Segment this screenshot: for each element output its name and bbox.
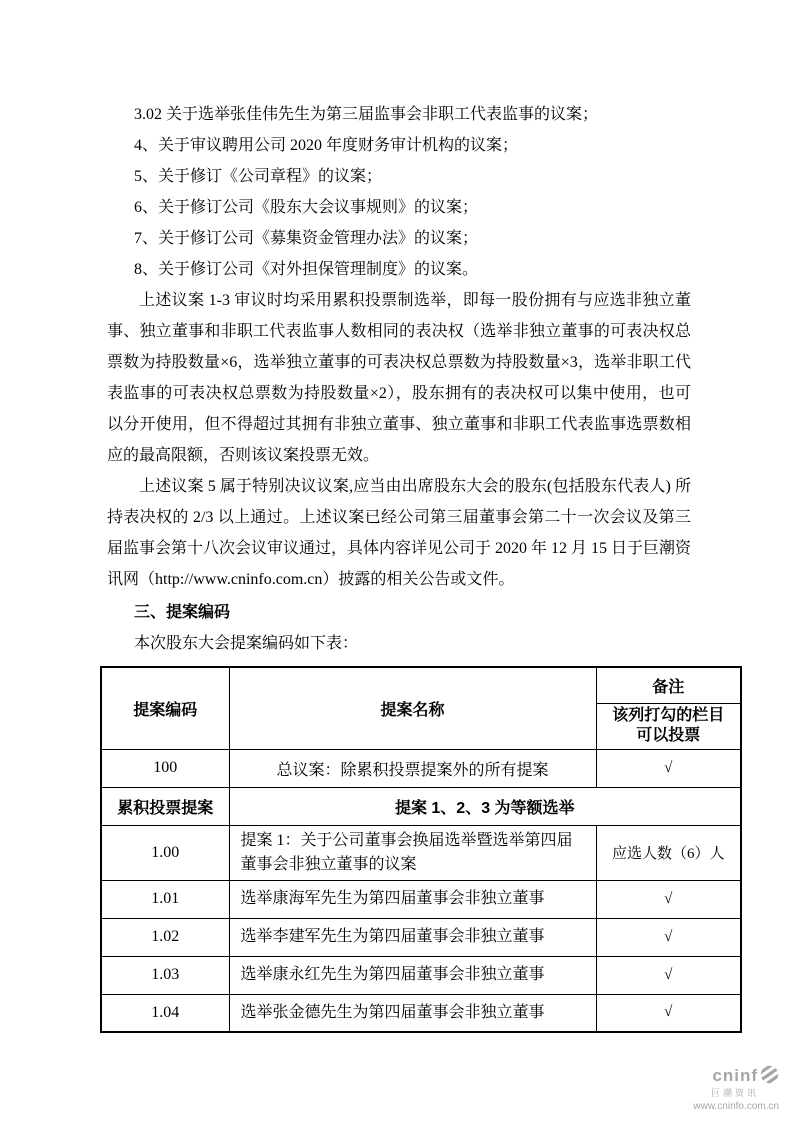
remark-cell: √	[596, 994, 741, 1032]
list-item-5: 5、关于修订《公司章程》的议案；	[134, 168, 383, 185]
proposal-name-cell: 选举康永红先生为第四届董事会非独立董事	[229, 956, 596, 994]
table-row	[101, 994, 741, 1032]
proposal-code-cell: 100	[101, 749, 229, 787]
cninfo-logo-url: www.cninfo.com.cn	[693, 1101, 779, 1112]
paragraph-cumulative-voting: 上述议案 1-3 审议时均采用累积投票制选举，即每一股份拥有与应选非独立董事、独立董事和非职工代表监事人数相同的表决权（选举非独立董事的可表决权总票数为持股数量×6，选举独立董事的可表决权总票数为持股数量×3，选举非职工代表监事的可表决权总票数为持股数量×2），股东拥有的表决权可以集中使用，也可以分开使用，但不得超过其拥有非独立董事、独立董事和非职工代表监事选票数相应的最高限额，否则该议案投票无效。	[107, 292, 691, 464]
list-item-7: 7、关于修订公司《募集资金管理办法》的议案；	[134, 230, 479, 247]
header-remark: 备注	[596, 667, 741, 703]
list-item-6: 6、关于修订公司《股东大会议事规则》的议案；	[134, 199, 479, 216]
remark-cell: 应选人数（6）人	[596, 825, 741, 880]
header-remark-note	[596, 703, 741, 749]
list-item-3-02: 3.02 关于选举张佳伟先生为第三届监事会非职工代表监事的议案；	[134, 106, 599, 123]
table-row	[101, 880, 741, 918]
proposal-code-cell: 1.04	[101, 994, 229, 1032]
cninfo-swirl-icon	[760, 1065, 779, 1089]
header-remark-note-text: 该列打勾的栏目可以投票	[612, 707, 725, 744]
cninfo-footer-logo	[693, 1065, 779, 1112]
table-row-cumulative-header	[101, 787, 741, 825]
proposal-name-cell: 总议案：除累积投票提案外的所有提案	[229, 749, 596, 787]
proposal-code-cell: 1.03	[101, 956, 229, 994]
cninfo-logo-text: cninf	[712, 1065, 758, 1085]
proposal-name-span-cell: 提案 1、2、3 为等额选举	[229, 787, 741, 825]
proposal-code-cell: 1.01	[101, 880, 229, 918]
proposal-name-cell: 提案 1：关于公司董事会换届选举暨选举第四届董事会非独立董事的议案	[229, 825, 596, 880]
list-item-8: 8、关于修订公司《对外担保管理制度》的议案。	[134, 261, 479, 278]
header-proposal-name: 提案名称	[229, 667, 596, 749]
document-content	[107, 99, 725, 1033]
header-proposal-code: 提案编码	[101, 667, 229, 749]
remark-cell: √	[596, 918, 741, 956]
list-item-4: 4、关于审议聘用公司 2020 年度财务审计机构的议案；	[134, 137, 519, 154]
proposal-code-cell: 1.02	[101, 918, 229, 956]
table-row	[101, 749, 741, 787]
section-heading-proposal-codes: 三、提案编码	[134, 604, 231, 621]
remark-cell: √	[596, 749, 741, 787]
table-intro-text: 本次股东大会提案编码如下表：	[134, 635, 359, 652]
table-row	[101, 825, 741, 880]
remark-cell: √	[596, 880, 741, 918]
paragraph-special-resolution: 上述议案 5 属于特别决议议案,应当由出席股东大会的股东(包括股东代表人) 所持表决权的 2/3 以上通过。上述议案已经公司第三届董事会第二十一次会议及第三届监事会第十八次会议审议通过，具体内容详见公司于 2020 年 12 月 15 日于巨潮资讯网（http://www.cninfo.com.cn）披露的相关公告或文件。	[107, 478, 692, 588]
proposal-name-cell: 选举张金德先生为第四届董事会非独立董事	[229, 994, 596, 1032]
proposal-code-cell: 1.00	[101, 825, 229, 880]
table-row	[101, 918, 741, 956]
proposal-code-cell: 累积投票提案	[101, 787, 229, 825]
remark-cell: √	[596, 956, 741, 994]
table-row	[101, 956, 741, 994]
table-header-row	[101, 667, 741, 703]
proposal-code-table	[100, 666, 742, 1033]
cninfo-logo-caption: 巨潮资讯	[710, 1088, 759, 1099]
proposal-name-cell: 选举康海军先生为第四届董事会非独立董事	[229, 880, 596, 918]
proposal-name-cell: 选举李建军先生为第四届董事会非独立董事	[229, 918, 596, 956]
